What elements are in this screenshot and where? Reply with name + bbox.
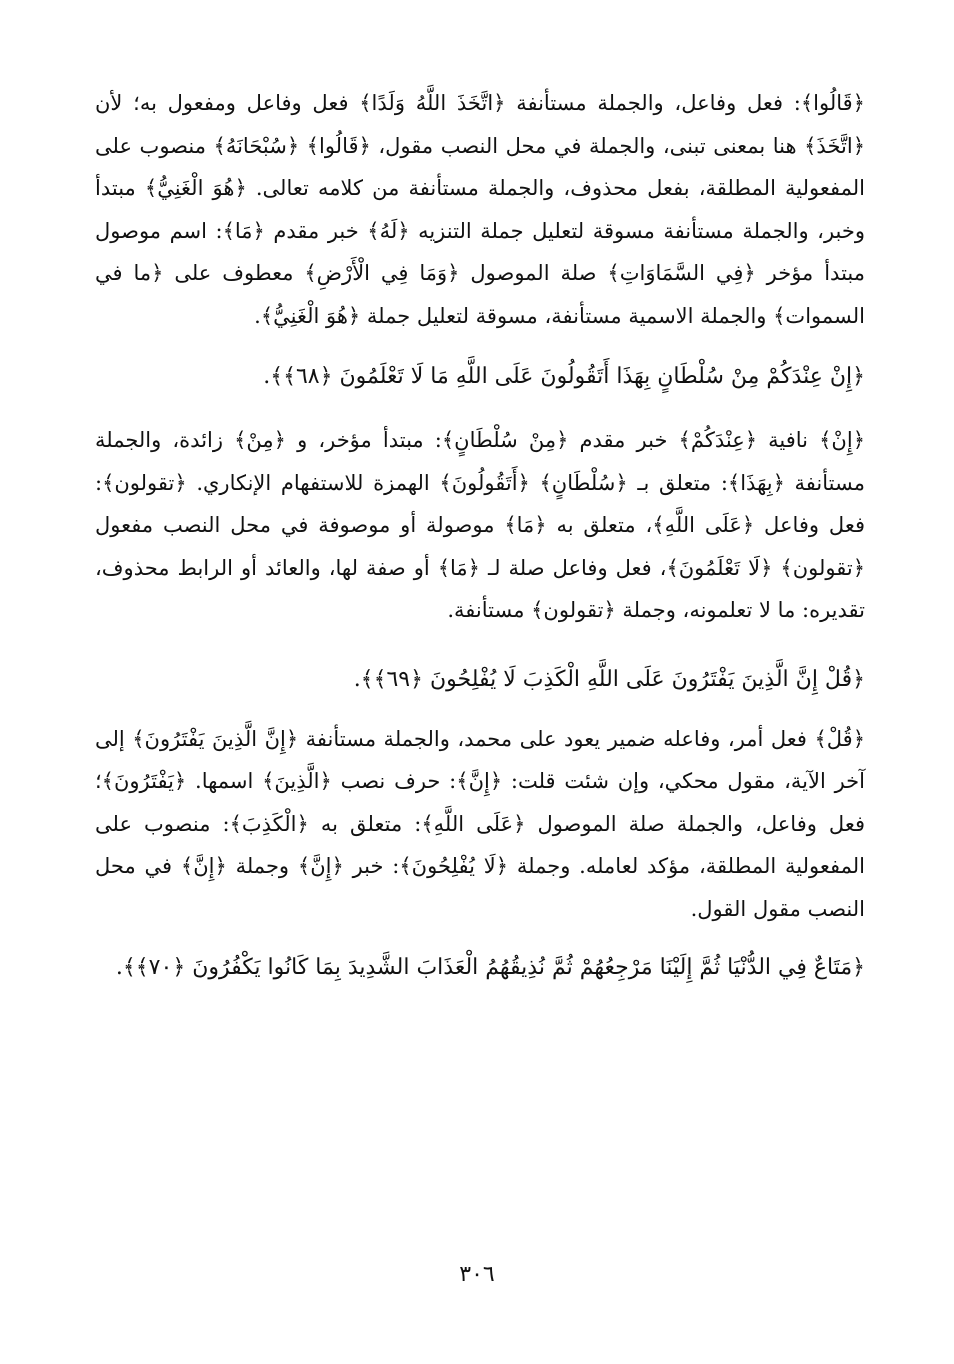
commentary-paragraph: ﴿إِنْ﴾ نافية ﴿عِنْدَكُمْ﴾ خبر مقدم ﴿مِنْ سُلْطَانٍ﴾: مبتدأ مؤخر، و ﴿مِنْ﴾ زائدة، والجملة مستأنفة ﴿بِهَذَا﴾: متعلق بـ ﴿سُلْطَانٍ﴾ ﴿أَتَقُولُونَ﴾ الهمزة للاستفهام الإنكاري. ﴿تقولون﴾: فعل وفاعل ﴿عَلَى اللَّهِ﴾، متعلق به ﴿مَا﴾ موصولة أو موصوفة في محل النصب مفعول ﴿تقولون﴾ ﴿لَا تَعْلَمُونَ﴾، فعل وفاعل صلة لـ ﴿مَا﴾ أو صفة لها، والعائد أو الرابط محذوف، تقديره: ما لا تعلمونه، وجملة ﴿تقولون﴾ مستأنفة. [95, 428, 865, 622]
quran-verse: ﴿مَتَاعٌ فِي الدُّنْيَا ثُمَّ إِلَيْنَا مَرْجِعُهُمْ ثُمَّ نُذِيقُهُمُ الْعَذَابَ الشَّدِيدَ بِمَا كَانُوا يَكْفُرُونَ ﴿٧٠﴾﴾. [115, 955, 865, 980]
page-body [95, 82, 865, 990]
page-number: ٣٠٦ [459, 1262, 495, 1287]
commentary-paragraph: ﴿قَالُوا﴾: فعل وفاعل، والجملة مستأنفة ﴿اتَّخَذَ اللَّهُ وَلَدًا﴾ فعل وفاعل ومفعول به؛ لأن ﴿اتَّخَذَ﴾ هنا بمعنى تبنى، والجملة في محل النصب مقول، ﴿قَالُوا﴾ ﴿سُبْحَانَهُ﴾ منصوب على المفعولية المطلقة، بفعل محذوف، والجملة مستأنفة من كلامه تعالى. ﴿هُوَ الْغَنِيُّ﴾ مبتدأ وخبر، والجملة مستأنفة مسوقة لتعليل جملة التنزيه ﴿لَهُ﴾ خبر مقدم ﴿مَا﴾: اسم موصول مبتدأ مؤخر ﴿فِي السَّمَاوَاتِ﴾ صلة الموصول ﴿وَمَا فِي الْأَرْضِ﴾ معطوف على ﴿ما في السموات﴾ والجملة الاسمية مستأنفة، مسوقة لتعليل جملة ﴿هُوَ الْغَنِيُّ﴾. [95, 91, 865, 328]
quran-verse: ﴿قُلْ إِنَّ الَّذِينَ يَفْتَرُونَ عَلَى اللَّهِ الْكَذِبَ لَا يُفْلِحُونَ ﴿٦٩﴾﴾. [353, 666, 865, 692]
commentary-paragraph: ﴿قُلْ﴾ فعل أمر، وفاعله ضمير يعود على محمد، والجملة مستأنفة ﴿إِنَّ الَّذِينَ يَفْتَرُونَ﴾ إلى آخر الآية، مقول محكي، وإن شئت قلت: ﴿إِنَّ﴾: حرف نصب ﴿الَّذِينَ﴾ اسمها. ﴿يَفْتَرُونَ﴾؛ فعل وفاعل، والجملة صلة الموصول ﴿عَلَى اللَّهِ﴾: متعلق به ﴿الْكَذِبَ﴾: منصوب على المفعولية المطلقة، مؤكد لعامله. وجملة ﴿لَا يُفْلِحُونَ﴾: خبر ﴿إِنَّ﴾ وجملة ﴿إِنَّ﴾ في محل النصب مقول القول. [95, 726, 865, 921]
quran-verse: ﴿إِنْ عِنْدَكُمْ مِنْ سُلْطَانٍ بِهَذَا أَتَقُولُونَ عَلَى اللَّهِ مَا لَا تَعْلَمُونَ ﴿٦٨﴾﴾. [263, 364, 865, 389]
